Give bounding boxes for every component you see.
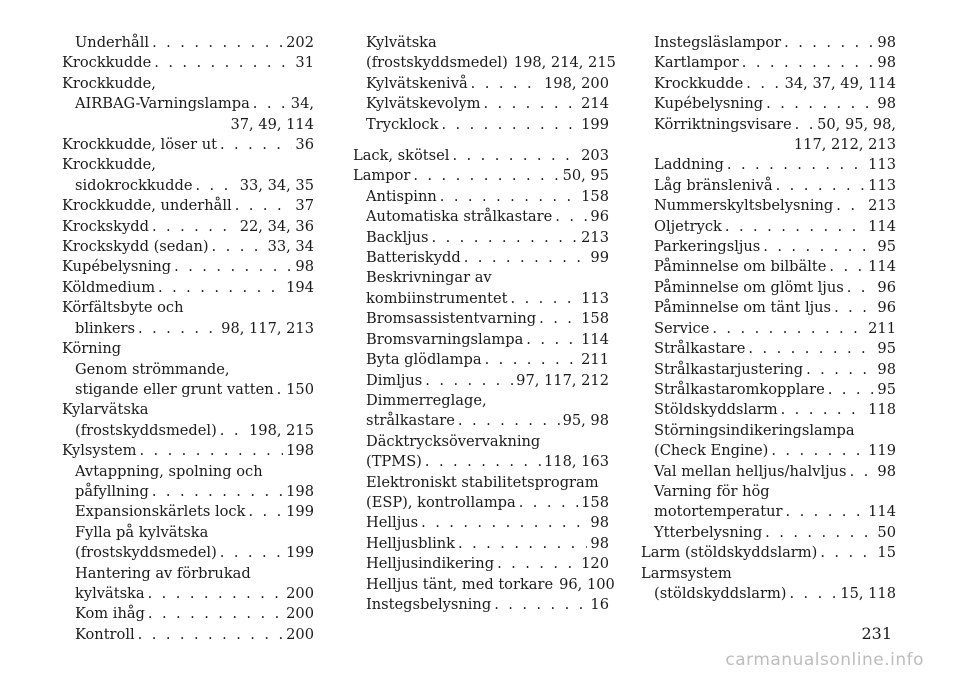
dot-leader bbox=[763, 237, 874, 257]
dot-leader bbox=[781, 400, 866, 420]
dot-leader bbox=[220, 135, 292, 155]
index-heading: Körfältsbyte och bbox=[62, 299, 184, 317]
index-term: Batteriskydd bbox=[366, 249, 461, 267]
index-entry bbox=[62, 502, 314, 522]
index-page-ref: 114 bbox=[868, 258, 896, 276]
index-term: Kylsystem bbox=[62, 442, 137, 460]
index-entry bbox=[62, 543, 314, 563]
dot-leader bbox=[834, 298, 874, 318]
index-entry bbox=[641, 462, 896, 482]
index-page-ref: 113 bbox=[868, 156, 896, 174]
index-term: (frostskyddsmedel) bbox=[75, 421, 217, 439]
index-term: Kartlampor bbox=[654, 54, 739, 72]
index-term: Automatiska strålkastare bbox=[366, 208, 553, 226]
index-page-ref: 198, 200 bbox=[544, 74, 609, 92]
index-entry bbox=[353, 371, 609, 391]
index-entry bbox=[62, 94, 314, 114]
index-term: Krockkudde, underhåll bbox=[62, 197, 232, 215]
dot-leader bbox=[820, 543, 874, 563]
index-term: (ESP), kontrollampa bbox=[366, 493, 516, 511]
dot-leader bbox=[828, 380, 875, 400]
index-entry bbox=[62, 380, 314, 400]
index-page-ref: 98 bbox=[877, 54, 896, 72]
index-entry bbox=[62, 604, 314, 624]
index-page-ref: 98 bbox=[877, 360, 896, 378]
index-term: Strålkastare bbox=[654, 340, 746, 358]
dot-leader bbox=[519, 493, 578, 513]
index-page-ref: 97, 117, 212 bbox=[516, 371, 609, 389]
dot-leader bbox=[425, 371, 513, 391]
index-page-ref: 198, 214, 215 bbox=[513, 54, 616, 72]
dot-leader bbox=[138, 625, 283, 645]
index-page-ref: 194 bbox=[286, 278, 314, 296]
index-term: Bromsassistentvarning bbox=[366, 310, 537, 328]
index-term: (Check Engine) bbox=[654, 442, 769, 460]
index-term: Helljusindikering bbox=[366, 555, 495, 573]
index-entry bbox=[353, 146, 609, 166]
index-page-ref: 213 bbox=[581, 228, 609, 246]
dot-leader bbox=[458, 411, 560, 431]
index-page-ref: 199 bbox=[286, 544, 314, 562]
index-term: blinkers bbox=[75, 319, 136, 337]
index-page-ref: 15, 118 bbox=[840, 584, 896, 602]
dot-leader bbox=[786, 502, 866, 522]
index-page-ref: 33, 34 bbox=[267, 238, 314, 256]
index-page-ref: 158 bbox=[581, 187, 609, 205]
index-term: Instegsbelysning bbox=[366, 595, 492, 613]
index-page-ref: 36 bbox=[295, 136, 314, 154]
index-heading: Körning bbox=[62, 340, 122, 358]
index-term: Underhåll bbox=[75, 34, 150, 51]
dot-leader bbox=[485, 350, 579, 370]
index-term: Nummerskyltsbelysning bbox=[654, 197, 834, 215]
dot-leader bbox=[212, 237, 265, 257]
dot-leader bbox=[829, 257, 865, 277]
index-page-ref: 199 bbox=[286, 503, 314, 521]
dot-leader bbox=[784, 33, 874, 53]
dot-leader bbox=[174, 257, 292, 277]
dot-leader bbox=[789, 584, 837, 604]
index-term: Krockkudde bbox=[62, 54, 152, 72]
index-heading: Krockkudde, bbox=[62, 156, 156, 174]
index-page-ref: 198, 215 bbox=[249, 421, 314, 439]
index-page-ref: 50 bbox=[877, 523, 896, 541]
index-term: Lack, skötsel bbox=[353, 147, 450, 165]
index-entry bbox=[353, 595, 609, 615]
index-entry bbox=[353, 94, 609, 114]
index-entry bbox=[641, 523, 896, 543]
index-heading: Larmsystem bbox=[641, 564, 732, 582]
index-page-ref: 98 bbox=[590, 534, 609, 552]
index-term: (TPMS) bbox=[366, 453, 422, 471]
index-page-ref: 34, bbox=[290, 95, 314, 113]
index-page-ref: 31 bbox=[295, 54, 314, 72]
index-term: Påminnelse om glömt ljus bbox=[654, 278, 844, 296]
index-entry bbox=[353, 228, 609, 248]
index-page-ref: 95 bbox=[877, 238, 896, 256]
index-page-ref: 114 bbox=[581, 330, 609, 348]
index-term: strålkastare bbox=[366, 412, 455, 430]
index-entry bbox=[641, 339, 896, 359]
dot-leader bbox=[248, 502, 283, 522]
index-entry bbox=[641, 115, 896, 135]
index-entry bbox=[62, 53, 314, 73]
index-term: Kylvätskevolym bbox=[366, 95, 481, 113]
index-term: Krockkudde bbox=[654, 74, 744, 92]
index-term: Larm (stöldskyddslarm) bbox=[641, 544, 818, 562]
index-page-ref: 98 bbox=[590, 514, 609, 532]
index-entry bbox=[641, 196, 896, 216]
dot-leader bbox=[806, 360, 874, 380]
index-column-2 bbox=[353, 33, 616, 615]
dot-leader bbox=[742, 53, 875, 73]
dot-leader bbox=[425, 452, 541, 472]
index-page-ref: 202 bbox=[286, 34, 314, 51]
index-entry bbox=[641, 257, 896, 277]
index-entry bbox=[62, 257, 314, 277]
index-entry bbox=[353, 309, 609, 329]
index-heading: Varning för hög bbox=[654, 482, 770, 500]
index-entry bbox=[62, 33, 314, 53]
index-page-ref: 96 bbox=[590, 208, 609, 226]
dot-leader bbox=[148, 584, 284, 604]
index-heading: Störningsindikeringslampa bbox=[654, 421, 855, 439]
index-term: (frostskyddsmedel) bbox=[366, 54, 508, 72]
dot-leader bbox=[152, 217, 237, 237]
index-page-ref: 203 bbox=[581, 147, 609, 165]
index-term: Kupébelysning bbox=[654, 95, 764, 113]
index-page-ref: 98 bbox=[295, 258, 314, 276]
index-term: kombiinstrumentet bbox=[366, 289, 508, 307]
dot-leader bbox=[471, 74, 541, 94]
index-entry bbox=[62, 421, 314, 441]
dot-leader bbox=[555, 207, 587, 227]
index-page-ref: 198 bbox=[286, 482, 314, 500]
dot-leader bbox=[511, 289, 579, 309]
dot-leader bbox=[494, 595, 587, 615]
index-term: Parkeringsljus bbox=[654, 238, 761, 256]
index-page-ref: 211 bbox=[581, 351, 609, 369]
index-term: Oljetryck bbox=[654, 217, 722, 235]
index-entry bbox=[641, 298, 896, 318]
index-page-ref: 158 bbox=[581, 310, 609, 328]
index-entry bbox=[641, 33, 896, 53]
index-entry bbox=[353, 411, 609, 431]
index-page-ref: 200 bbox=[286, 584, 314, 602]
index-page-ref: 213 bbox=[868, 197, 896, 215]
index-term: (stöldskyddslarm) bbox=[654, 584, 787, 602]
index-entry bbox=[641, 74, 896, 94]
index-entry bbox=[353, 53, 616, 73]
index-page-ref: 95, 98 bbox=[562, 412, 609, 430]
index-term: Krockskydd (sedan) bbox=[62, 238, 209, 256]
index-entry bbox=[641, 502, 896, 522]
index-page-ref: 198 bbox=[286, 442, 314, 460]
index-entry bbox=[353, 187, 609, 207]
index-entry bbox=[62, 196, 314, 216]
dot-leader bbox=[776, 176, 866, 196]
index-term: Helljusblink bbox=[366, 534, 456, 552]
index-term: Kylvätskenivå bbox=[366, 74, 468, 92]
dot-leader bbox=[539, 309, 578, 329]
dot-leader bbox=[139, 441, 283, 461]
index-page-ref: 98 bbox=[877, 95, 896, 113]
dot-leader bbox=[464, 248, 588, 268]
index-page-ref: 96 bbox=[877, 299, 896, 317]
index-entry bbox=[353, 350, 609, 370]
dot-leader bbox=[154, 53, 292, 73]
dot-leader bbox=[497, 554, 578, 574]
index-entry bbox=[641, 380, 896, 400]
index-entry bbox=[62, 625, 314, 645]
index-page-ref: 34, 37, 49, 114 bbox=[784, 74, 896, 92]
index-page-ref: 99 bbox=[590, 249, 609, 267]
index-entry bbox=[353, 166, 609, 186]
dot-leader bbox=[836, 196, 865, 216]
index-heading: Fylla på kylvätska bbox=[75, 523, 209, 541]
index-page-ref: 98 bbox=[877, 34, 896, 51]
dot-leader bbox=[483, 94, 578, 114]
dot-leader bbox=[452, 146, 578, 166]
index-page-ref: 96, 100 bbox=[559, 575, 615, 593]
index-term: sidokrockkudde bbox=[75, 176, 193, 194]
index-term: Laddning bbox=[654, 156, 724, 174]
index-term: Kom ihåg bbox=[75, 605, 145, 623]
index-entry bbox=[641, 400, 896, 420]
index-term: Kupébelysning bbox=[62, 258, 172, 276]
dot-leader bbox=[766, 94, 874, 114]
index-term: Påminnelse om bilbälte bbox=[654, 258, 827, 276]
dot-leader bbox=[432, 228, 579, 248]
index-page-ref: 114 bbox=[868, 503, 896, 521]
index-term: Service bbox=[654, 319, 710, 337]
index-entry bbox=[641, 360, 896, 380]
index-page-ref: 200 bbox=[286, 625, 314, 643]
index-page-ref: 114 bbox=[868, 217, 896, 235]
index-page-ref: 214 bbox=[581, 95, 609, 113]
index-term: Val mellan helljus/halvljus bbox=[654, 462, 847, 480]
index-term: Antispinn bbox=[366, 187, 437, 205]
index-page-ref: 113 bbox=[868, 176, 896, 194]
index-entry bbox=[353, 207, 609, 227]
section-gap bbox=[353, 135, 609, 146]
dot-leader bbox=[158, 278, 283, 298]
index-page-ref: 22, 34, 36 bbox=[239, 217, 314, 235]
index-term: Lampor bbox=[353, 167, 411, 185]
dot-leader bbox=[220, 421, 246, 441]
index-entry bbox=[353, 289, 609, 309]
index-heading: Beskrivningar av bbox=[366, 269, 492, 287]
watermark[interactable]: carmanualsonline.info bbox=[725, 650, 924, 670]
index-page-continuation: 117, 212, 213 bbox=[793, 136, 896, 154]
index-entry bbox=[641, 155, 896, 175]
dot-leader bbox=[253, 94, 288, 114]
index-term: Byta glödlampa bbox=[366, 351, 482, 369]
index-entry bbox=[62, 482, 314, 502]
index-term: Låg bränslenivå bbox=[654, 176, 773, 194]
dot-leader bbox=[526, 330, 578, 350]
index-heading: Krockkudde, bbox=[62, 74, 156, 92]
dot-leader bbox=[421, 513, 587, 533]
index-term: Trycklock bbox=[366, 115, 439, 133]
index-entry bbox=[641, 319, 896, 339]
index-entry bbox=[353, 330, 609, 350]
index-term: Helljus bbox=[366, 514, 419, 532]
index-entry bbox=[641, 584, 896, 604]
dot-leader bbox=[148, 604, 283, 624]
index-heading: Kylvätska bbox=[366, 34, 437, 51]
index-column-1 bbox=[62, 33, 314, 645]
index-column-3 bbox=[641, 33, 896, 604]
index-entry bbox=[62, 441, 314, 461]
index-heading: Däcktrycksövervakning bbox=[366, 432, 541, 450]
index-entry bbox=[353, 74, 609, 94]
index-page-ref: 200 bbox=[286, 605, 314, 623]
index-term: Expansionskärlets lock bbox=[75, 503, 246, 521]
index-entry bbox=[641, 94, 896, 114]
dot-leader bbox=[847, 278, 875, 298]
dot-leader bbox=[413, 166, 559, 186]
index-entry bbox=[62, 278, 314, 298]
index-entry bbox=[62, 176, 314, 196]
index-page-ref: 96 bbox=[877, 278, 896, 296]
dot-leader bbox=[152, 482, 283, 502]
index-term: Strålkastaromkopplare bbox=[654, 380, 825, 398]
index-page-ref: 150 bbox=[286, 380, 314, 398]
index-term: Köldmedium bbox=[62, 278, 156, 296]
index-term: Körriktningsvisare bbox=[654, 115, 792, 133]
index-entry bbox=[641, 176, 896, 196]
index-entry bbox=[62, 135, 314, 155]
index-term: AIRBAG-Varningslampa bbox=[75, 95, 250, 113]
index-page-ref: 95 bbox=[877, 340, 896, 358]
index-term: Krockkudde, löser ut bbox=[62, 136, 217, 154]
index-term: stigande eller grunt vatten bbox=[75, 380, 274, 398]
index-entry bbox=[62, 319, 314, 339]
index-page-ref: 15 bbox=[877, 544, 896, 562]
index-entry bbox=[353, 575, 615, 595]
index-term: Stöldskyddslarm bbox=[654, 401, 778, 419]
index-entry bbox=[641, 278, 896, 298]
dot-leader bbox=[727, 155, 865, 175]
index-heading: Elektroniskt stabilitetsprogram bbox=[366, 473, 599, 491]
index-term: motortemperatur bbox=[654, 503, 783, 521]
dot-leader bbox=[458, 534, 587, 554]
index-heading: Dimmerreglage, bbox=[366, 391, 487, 409]
page-number: 231 bbox=[861, 624, 892, 643]
index-page-ref: 211 bbox=[868, 319, 896, 337]
index-page-ref: 98 bbox=[877, 462, 896, 480]
index-term: påfyllning bbox=[75, 482, 149, 500]
dot-leader bbox=[235, 196, 293, 216]
dot-leader bbox=[795, 115, 814, 135]
index-term: Backljus bbox=[366, 228, 429, 246]
dot-leader bbox=[850, 462, 875, 482]
index-entry bbox=[62, 217, 314, 237]
index-term: kylvätska bbox=[75, 584, 145, 602]
index-entry bbox=[353, 248, 609, 268]
index-entry bbox=[353, 452, 609, 472]
index-entry bbox=[641, 217, 896, 237]
index-heading: Genom strömmande, bbox=[75, 360, 230, 378]
dot-leader bbox=[440, 187, 578, 207]
dot-leader bbox=[277, 380, 284, 400]
index-page-ref: 119 bbox=[868, 442, 896, 460]
index-page-ref: 37 bbox=[295, 197, 314, 215]
dot-leader bbox=[748, 339, 874, 359]
index-page-continuation: 37, 49, 114 bbox=[230, 115, 314, 133]
index-entry bbox=[62, 584, 314, 604]
dot-leader bbox=[220, 543, 283, 563]
dot-leader bbox=[765, 523, 874, 543]
index-term: Bromsvarningslampa bbox=[366, 330, 524, 348]
dot-leader bbox=[725, 217, 865, 237]
index-page-ref: 33, 34, 35 bbox=[239, 176, 314, 194]
index-entry bbox=[353, 554, 609, 574]
index-term: Strålkastarjustering bbox=[654, 360, 804, 378]
dot-leader bbox=[152, 33, 283, 53]
index-term: Helljus tänt, med torkare bbox=[366, 575, 554, 593]
index-entry bbox=[641, 53, 896, 73]
index-entry bbox=[641, 543, 896, 563]
index-term: Kontroll bbox=[75, 625, 135, 643]
index-page-ref: 113 bbox=[581, 289, 609, 307]
index-page-ref: 158 bbox=[581, 493, 609, 511]
index-page-ref: 199 bbox=[581, 115, 609, 133]
index-heading: Kylarvätska bbox=[62, 401, 149, 419]
dot-leader bbox=[712, 319, 865, 339]
index-term: Instegsläslampor bbox=[654, 34, 782, 51]
dot-leader bbox=[195, 176, 236, 196]
index-entry bbox=[353, 513, 609, 533]
index-page-ref: 50, 95, 98, bbox=[817, 115, 896, 133]
index-term: Påminnelse om tänt ljus bbox=[654, 299, 832, 317]
index-entry bbox=[353, 115, 609, 135]
index-heading: Hantering av förbrukad bbox=[75, 564, 251, 582]
index-entry bbox=[641, 441, 896, 461]
index-page-ref: 16 bbox=[590, 595, 609, 613]
index-heading: Avtappning, spolning och bbox=[75, 462, 263, 480]
index-page-ref: 118, 163 bbox=[544, 453, 609, 471]
dot-leader bbox=[441, 115, 578, 135]
index-page-ref: 118 bbox=[868, 401, 896, 419]
index-page-ref: 95 bbox=[877, 380, 896, 398]
dot-leader bbox=[138, 319, 218, 339]
index-page-ref: 98, 117, 213 bbox=[221, 319, 314, 337]
index-entry bbox=[353, 493, 609, 513]
index-term: Ytterbelysning bbox=[654, 523, 763, 541]
index-page-ref: 50, 95 bbox=[562, 167, 609, 185]
dot-leader bbox=[746, 74, 781, 94]
index-term: (frostskyddsmedel) bbox=[75, 544, 217, 562]
index-term: Krockskydd bbox=[62, 217, 149, 235]
index-page-ref: 120 bbox=[581, 555, 609, 573]
index-entry bbox=[62, 237, 314, 257]
index-entry bbox=[353, 534, 609, 554]
dot-leader bbox=[771, 441, 865, 461]
index-entry bbox=[641, 237, 896, 257]
index-term: Dimljus bbox=[366, 371, 423, 389]
